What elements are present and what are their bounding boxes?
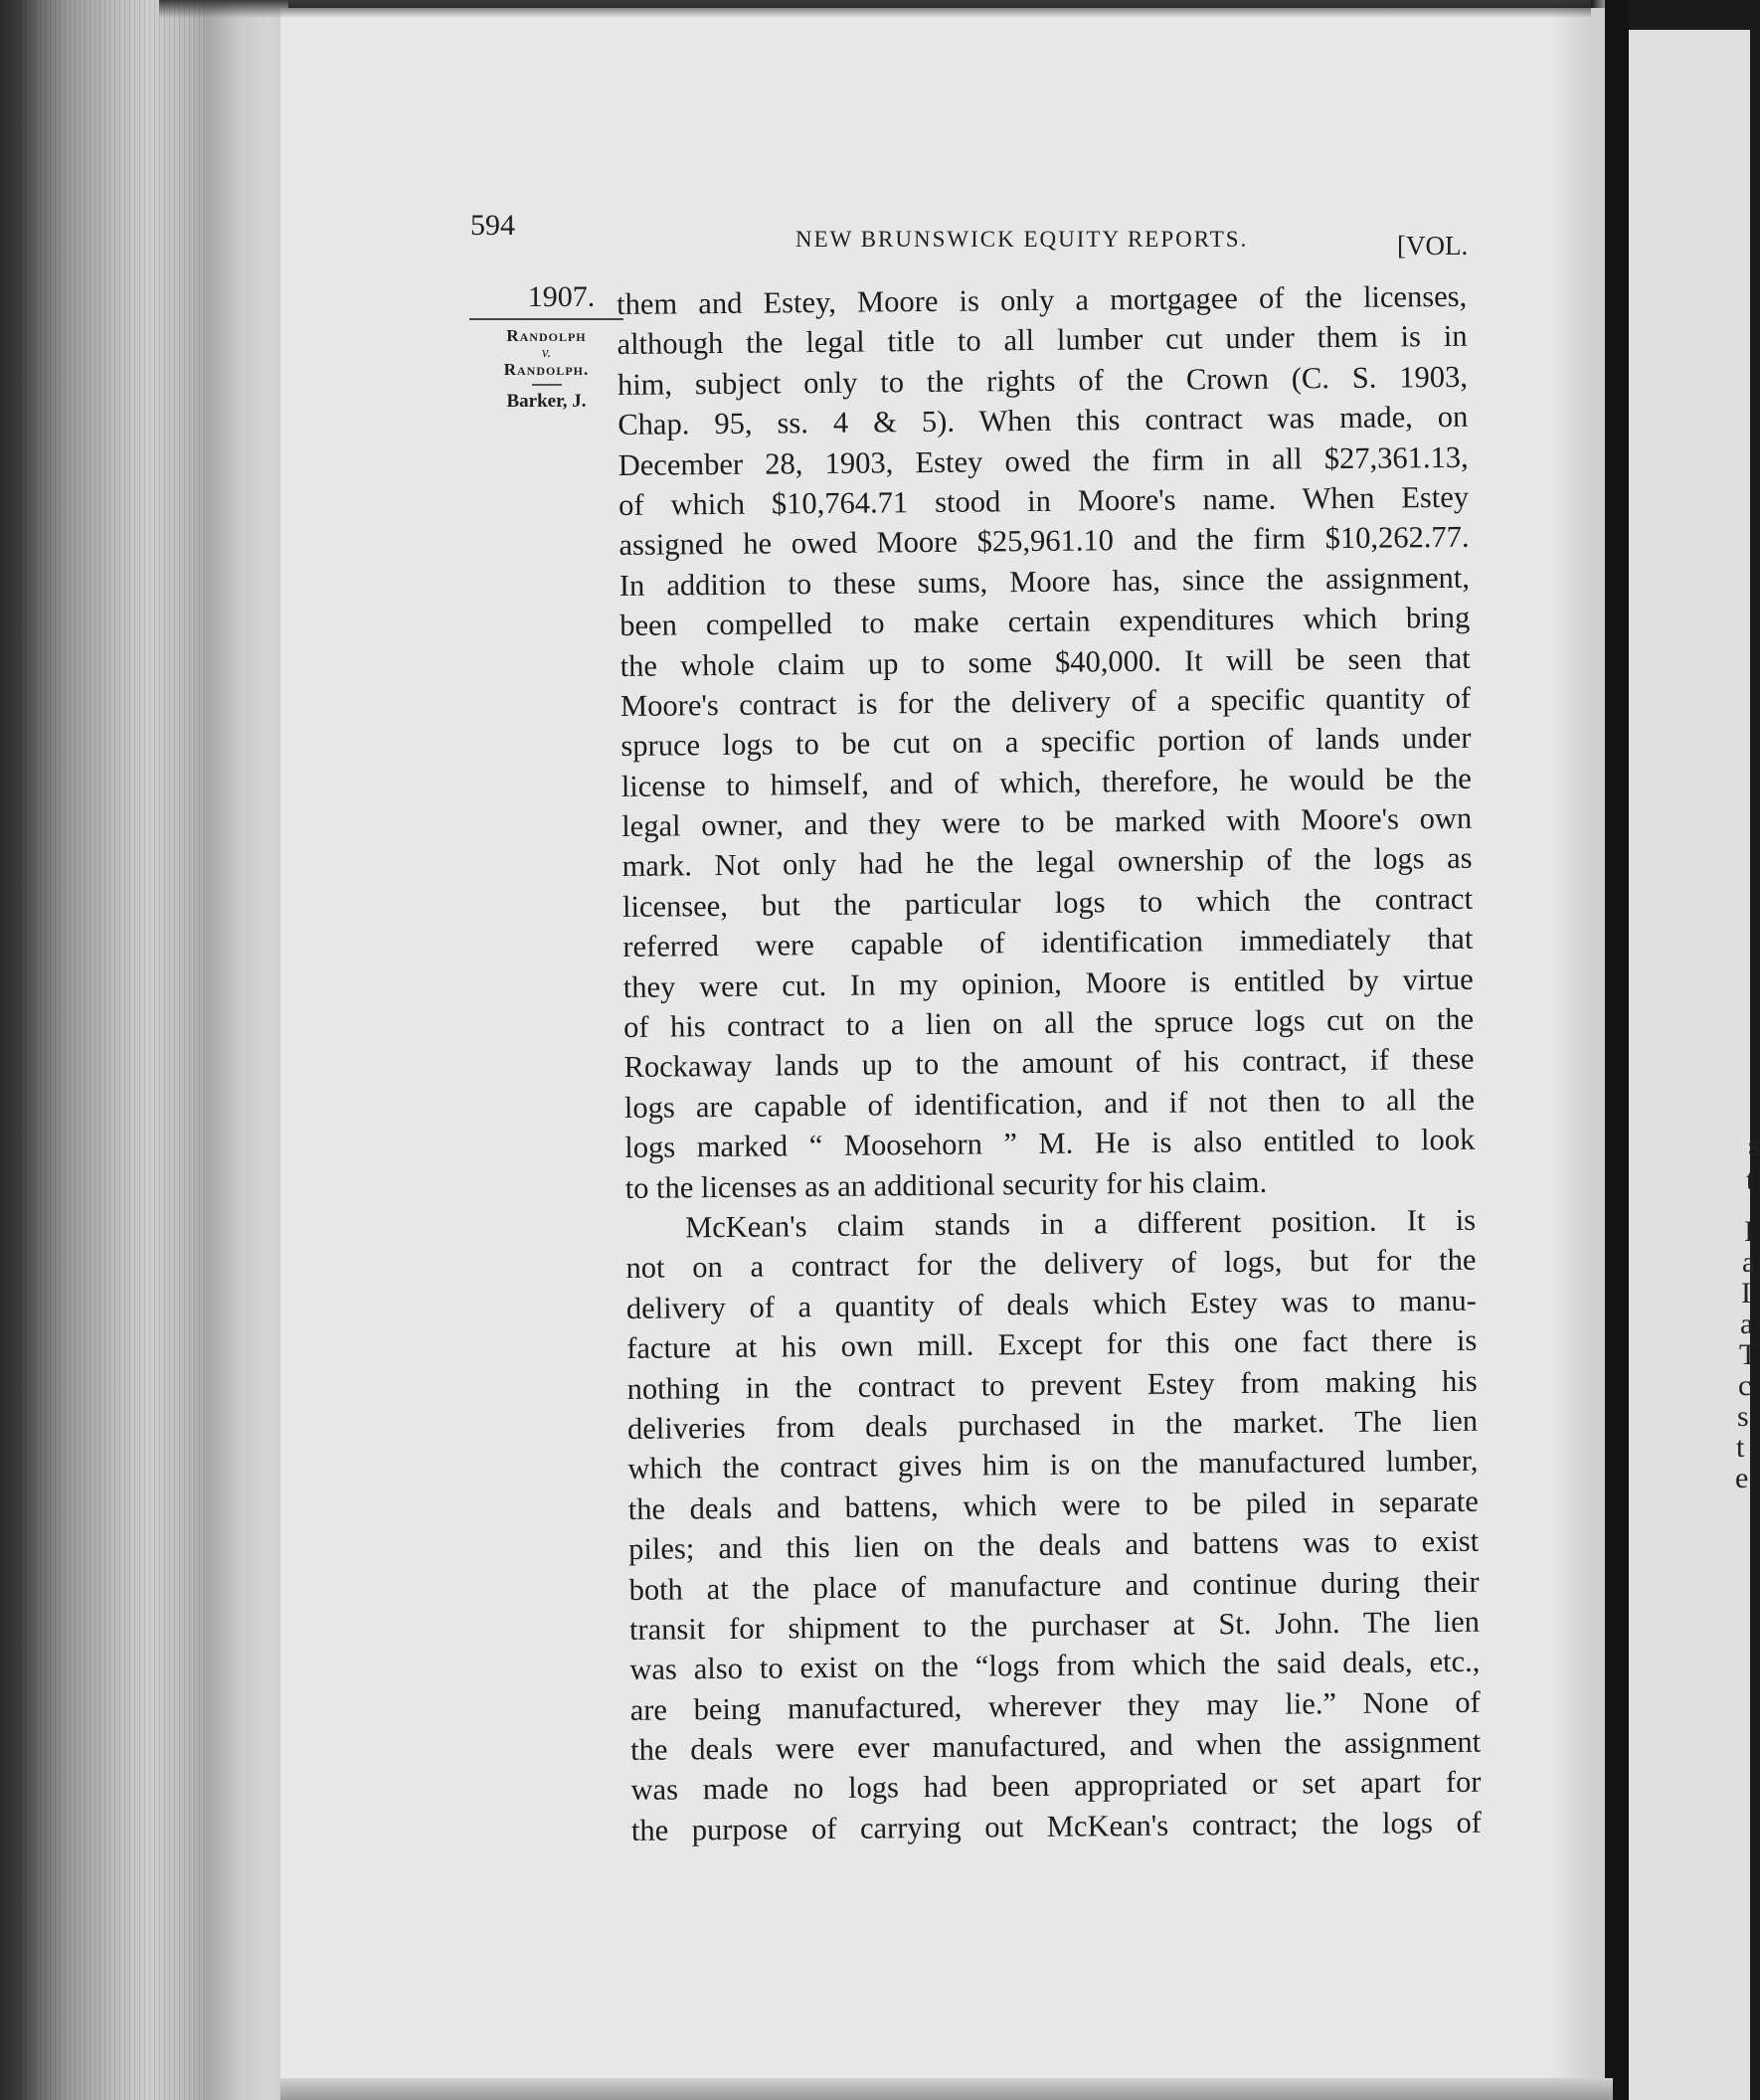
facing-page-letter: a: [1742, 1246, 1756, 1279]
body-line: him, subject only to the rights of the Crown (C. S. 1903,: [616, 359, 1469, 402]
top-shadow: [159, 0, 1591, 18]
body-line: facture at his own mill. Except for this one fact there is: [626, 1322, 1478, 1366]
body-line: was made no logs had been appropriated or set apart for: [630, 1765, 1482, 1808]
facing-page-letter: e: [1735, 1462, 1749, 1494]
body-line: transit for shipment to the purchaser at St. John. The lien: [628, 1604, 1481, 1647]
body-line: not on a contract for the delivery of logs, but for the: [625, 1243, 1477, 1286]
body-line: logs are capable of identification, and if not then to all the: [623, 1082, 1476, 1125]
page-bottom-edge: [280, 2078, 1613, 2100]
margin-rule: [469, 318, 623, 320]
body-line: In addition to these sums, Moore has, since the assignment,: [618, 560, 1471, 603]
body-line: been compelled to make certain expenditures which bring: [619, 600, 1471, 643]
body-line: them and Estey, Moore is only a mortgagee of the licenses,: [616, 278, 1468, 321]
body-line: logs marked “ Moosehorn ” M. He is also entitled to look: [624, 1122, 1476, 1165]
margin-short-rule: [532, 384, 562, 386]
volume-marker: [VOL.: [1397, 231, 1469, 261]
body-line: was also to exist on the “logs from which the said deals, etc.,: [629, 1645, 1481, 1687]
body-line: although the legal title to all lumber cut under them is in: [616, 319, 1468, 362]
body-line: are being manufactured, wherever they may lie.” None of: [629, 1684, 1481, 1727]
facing-page-letter: t: [1746, 1163, 1755, 1196]
margin-party-1: Randolph: [506, 326, 587, 345]
body-line: of his contract to a lien on all the spruce logs cut on the: [623, 1001, 1475, 1044]
body-line: of which $10,764.71 stood in Moore's name. When Estey: [617, 479, 1470, 522]
body-line: to the licenses as an additional security for his claim.: [624, 1164, 1268, 1205]
body-line: assigned he owed Moore $25,961.10 and the firm $10,262.77.: [618, 520, 1470, 563]
facing-page-letter: I: [1741, 1277, 1751, 1310]
body-line: license to himself, and of which, therefore, he would be the: [620, 761, 1472, 803]
facing-page-letter: T: [1739, 1338, 1758, 1371]
body-line: the deals were ever manufactured, and when the assignment: [629, 1724, 1482, 1767]
facing-page-letter: a: [1740, 1308, 1754, 1340]
body-line: December 28, 1903, Estey owed the firm in all $27,361.13,: [617, 439, 1469, 482]
page-number: 594: [470, 209, 515, 242]
body-line: Rockaway lands up to the amount of his contract, if these: [623, 1042, 1475, 1085]
body-line: the deals and battens, which were to be piled in separate: [627, 1484, 1479, 1526]
body-line: McKean's claim stands in a different position. It is: [684, 1202, 1477, 1245]
body-line: Chap. 95, ss. 4 & 5). When this contract was made, on: [617, 399, 1469, 442]
body-line: which the contract gives him is on the manufactured lumber,: [627, 1444, 1479, 1487]
body-line: spruce logs to be cut on a specific portion of lands under: [620, 721, 1472, 764]
body-line: the whole claim up to some $40,000. It will be seen that: [619, 640, 1471, 683]
body-text: [616, 276, 1482, 1850]
book-page-edge-lines: [20, 0, 209, 2100]
body-line: mark. Not only had he the legal ownership of the logs as: [621, 841, 1473, 884]
facing-page-letter: c: [1738, 1369, 1752, 1402]
margin-party-2: Randolph.: [503, 360, 590, 379]
body-line: licensee, but the particular logs to which the contract: [621, 881, 1474, 924]
facing-page-letter: s: [1737, 1400, 1749, 1433]
book-gutter: [1605, 0, 1629, 2100]
facing-page-letter: s: [1748, 1129, 1760, 1161]
margin-versus: v.: [541, 345, 552, 361]
body-line: they were cut. In my opinion, Moore is entitled by virtue: [622, 962, 1474, 1004]
body-line: nothing in the contract to prevent Estey from making his: [626, 1363, 1478, 1406]
body-line: deliveries from deals purchased in the market. The lien: [626, 1403, 1479, 1446]
body-line: legal owner, and they were to be marked with Moore's own: [621, 800, 1473, 844]
margin-notes: [469, 280, 623, 414]
body-line: delivery of a quantity of deals which Estey was to manu-: [625, 1283, 1478, 1325]
body-line: referred were capable of identification immediately that: [622, 922, 1474, 964]
running-head: NEW BRUNSWICK EQUITY REPORTS.: [795, 227, 1249, 252]
margin-judge: Barker, J.: [506, 391, 587, 412]
body-line: the purpose of carrying out McKean's contract; the logs of: [630, 1805, 1483, 1847]
margin-year: 1907.: [527, 280, 596, 313]
body-line: both at the place of manufacture and continue during their: [628, 1564, 1480, 1607]
facing-page-letter: t: [1736, 1431, 1745, 1464]
body-line: Moore's contract is for the delivery of a specific quantity of: [619, 680, 1472, 723]
body-line: piles; and this lien on the deals and battens was to exist: [628, 1523, 1480, 1567]
facing-page-letter: I: [1744, 1215, 1754, 1248]
facing-page: [1629, 30, 1760, 2100]
